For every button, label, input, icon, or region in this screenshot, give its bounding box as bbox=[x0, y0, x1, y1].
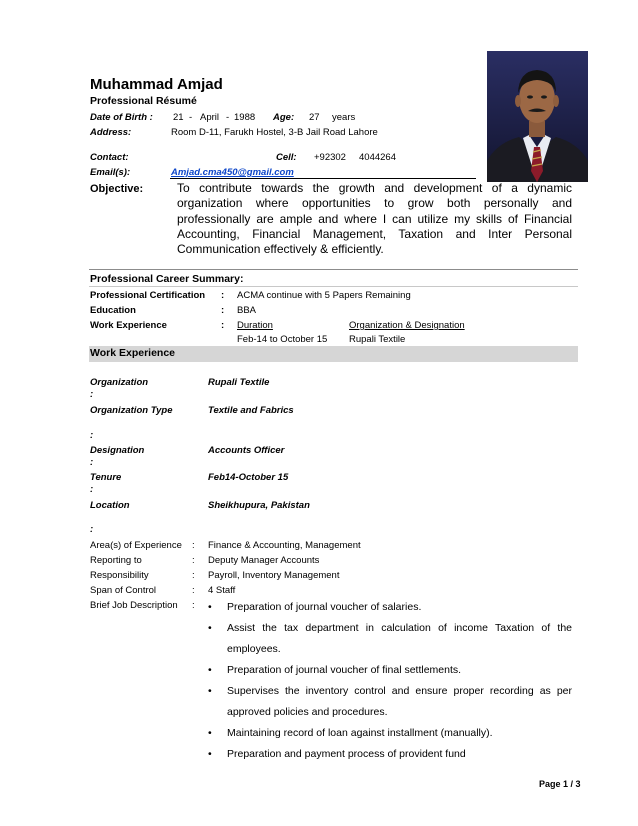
cell-label: Cell: bbox=[276, 152, 297, 163]
certification-value: ACMA continue with 5 Papers Remaining bbox=[237, 290, 411, 301]
responsibility-label: Responsibility bbox=[90, 570, 149, 581]
contact-label: Contact: bbox=[90, 152, 129, 163]
work-experience-label: Work Experience bbox=[90, 320, 167, 331]
dob-label: Date of Birth : bbox=[90, 112, 153, 123]
organization-type-value: Textile and Fabrics bbox=[208, 405, 294, 416]
tenure-value: Feb14-October 15 bbox=[208, 472, 289, 483]
age-value: 27 bbox=[309, 112, 320, 123]
list-item bbox=[208, 681, 572, 723]
responsibility-value: Payroll, Inventory Management bbox=[208, 570, 340, 581]
bullet-icon: • bbox=[208, 748, 212, 760]
objective-label: Objective: bbox=[90, 183, 144, 195]
colon: : bbox=[90, 457, 94, 468]
designation-value: Accounts Officer bbox=[208, 445, 285, 456]
colon: : bbox=[192, 555, 195, 566]
dob-month: April bbox=[200, 112, 220, 123]
colon: : bbox=[90, 389, 94, 400]
areas-label: Area(s) of Experience bbox=[90, 540, 182, 551]
colon: : bbox=[221, 320, 225, 331]
dob-sep: - bbox=[189, 112, 193, 123]
location-value: Sheikhupura, Pakistan bbox=[208, 500, 310, 511]
list-item bbox=[208, 660, 572, 681]
bullet-icon: • bbox=[208, 685, 212, 697]
colon: : bbox=[90, 484, 94, 495]
divider bbox=[89, 286, 578, 287]
career-summary-title: Professional Career Summary: bbox=[90, 273, 244, 285]
age-label: Age: bbox=[273, 112, 295, 123]
colon: : bbox=[192, 540, 195, 551]
email-link[interactable]: Amjad.cma450@gmail.com bbox=[171, 167, 294, 178]
reporting-label: Reporting to bbox=[90, 555, 142, 566]
bullet-icon: • bbox=[208, 622, 212, 634]
email-label: Email(s): bbox=[90, 167, 131, 178]
organization-type-label: Organization Type bbox=[90, 405, 173, 416]
organization-value: Rupali Textile bbox=[208, 377, 270, 388]
resume-subtitle: Professional Résumé bbox=[90, 95, 197, 107]
education-value: BBA bbox=[237, 305, 257, 316]
objective-text: To contribute towards the growth and development of a dynamic organization where opportunities to grow both personally and professionally are ample and where I can utilize my skills of Financial Accounting, Financial Management, Taxation and Inter Personal Communication effectively & efficiently. bbox=[177, 181, 572, 257]
reporting-value: Deputy Manager Accounts bbox=[208, 555, 320, 566]
divider bbox=[89, 269, 578, 270]
bullet-text: Maintaining record of loan against installment (manually). bbox=[227, 727, 493, 739]
colon: : bbox=[90, 430, 94, 441]
colon: : bbox=[192, 585, 195, 596]
section-header-work-experience bbox=[89, 346, 578, 362]
organization-value: Rupali Textile bbox=[349, 334, 406, 345]
bullet-icon: • bbox=[208, 727, 212, 739]
cell-code: +92302 bbox=[314, 152, 346, 163]
tenure-label: Tenure bbox=[90, 472, 122, 483]
colon: : bbox=[221, 305, 225, 316]
bullet-text: Preparation of journal voucher of final settlements. bbox=[227, 664, 462, 676]
job-description-label: Brief Job Description bbox=[90, 600, 178, 611]
areas-value: Finance & Accounting, Management bbox=[208, 540, 361, 551]
span-label: Span of Control bbox=[90, 585, 157, 596]
duration-value: Feb-14 to October 15 bbox=[237, 334, 328, 345]
list-item bbox=[208, 597, 572, 618]
duration-header: Duration bbox=[237, 320, 273, 331]
span-value: 4 Staff bbox=[208, 585, 236, 596]
section-title: Work Experience bbox=[90, 347, 176, 359]
bullet-icon: • bbox=[208, 601, 212, 613]
organization-header: Organization & Designation bbox=[349, 320, 465, 331]
list-item bbox=[208, 618, 572, 660]
bullet-text: Preparation of journal voucher of salaries. bbox=[227, 601, 422, 613]
job-description-list bbox=[208, 597, 572, 765]
cell-number: 4044264 bbox=[359, 152, 396, 163]
bullet-text: Supervises the inventory control and ensure proper recording as per approved policies and procedures. bbox=[227, 685, 572, 718]
bullet-text: Preparation and payment process of provident fund bbox=[227, 748, 466, 760]
location-label: Location bbox=[90, 500, 130, 511]
education-label: Education bbox=[90, 305, 136, 316]
certification-label: Professional Certification bbox=[90, 290, 206, 301]
address-value: Room D-11, Farukh Hostel, 3-B Jail Road Lahore bbox=[171, 127, 378, 138]
colon: : bbox=[90, 524, 94, 535]
age-unit: years bbox=[332, 112, 356, 123]
dob-sep: - bbox=[226, 112, 230, 123]
list-item bbox=[208, 744, 572, 765]
page-number: Page 1 / 3 bbox=[539, 779, 581, 789]
bullet-icon: • bbox=[208, 664, 212, 676]
organization-label: Organization bbox=[90, 377, 149, 388]
dob-year: 1988 bbox=[234, 112, 256, 123]
resume-name: Muhammad Amjad bbox=[90, 76, 223, 93]
colon: : bbox=[192, 600, 195, 611]
bullet-text: Assist the tax department in calculation of income Taxation of the employees. bbox=[227, 622, 572, 655]
divider bbox=[170, 178, 476, 179]
dob-day: 21 bbox=[173, 112, 184, 123]
designation-label: Designation bbox=[90, 445, 145, 456]
profile-photo bbox=[487, 51, 588, 182]
colon: : bbox=[192, 570, 195, 581]
colon: : bbox=[221, 290, 225, 301]
address-label: Address: bbox=[90, 127, 132, 138]
list-item bbox=[208, 723, 572, 744]
